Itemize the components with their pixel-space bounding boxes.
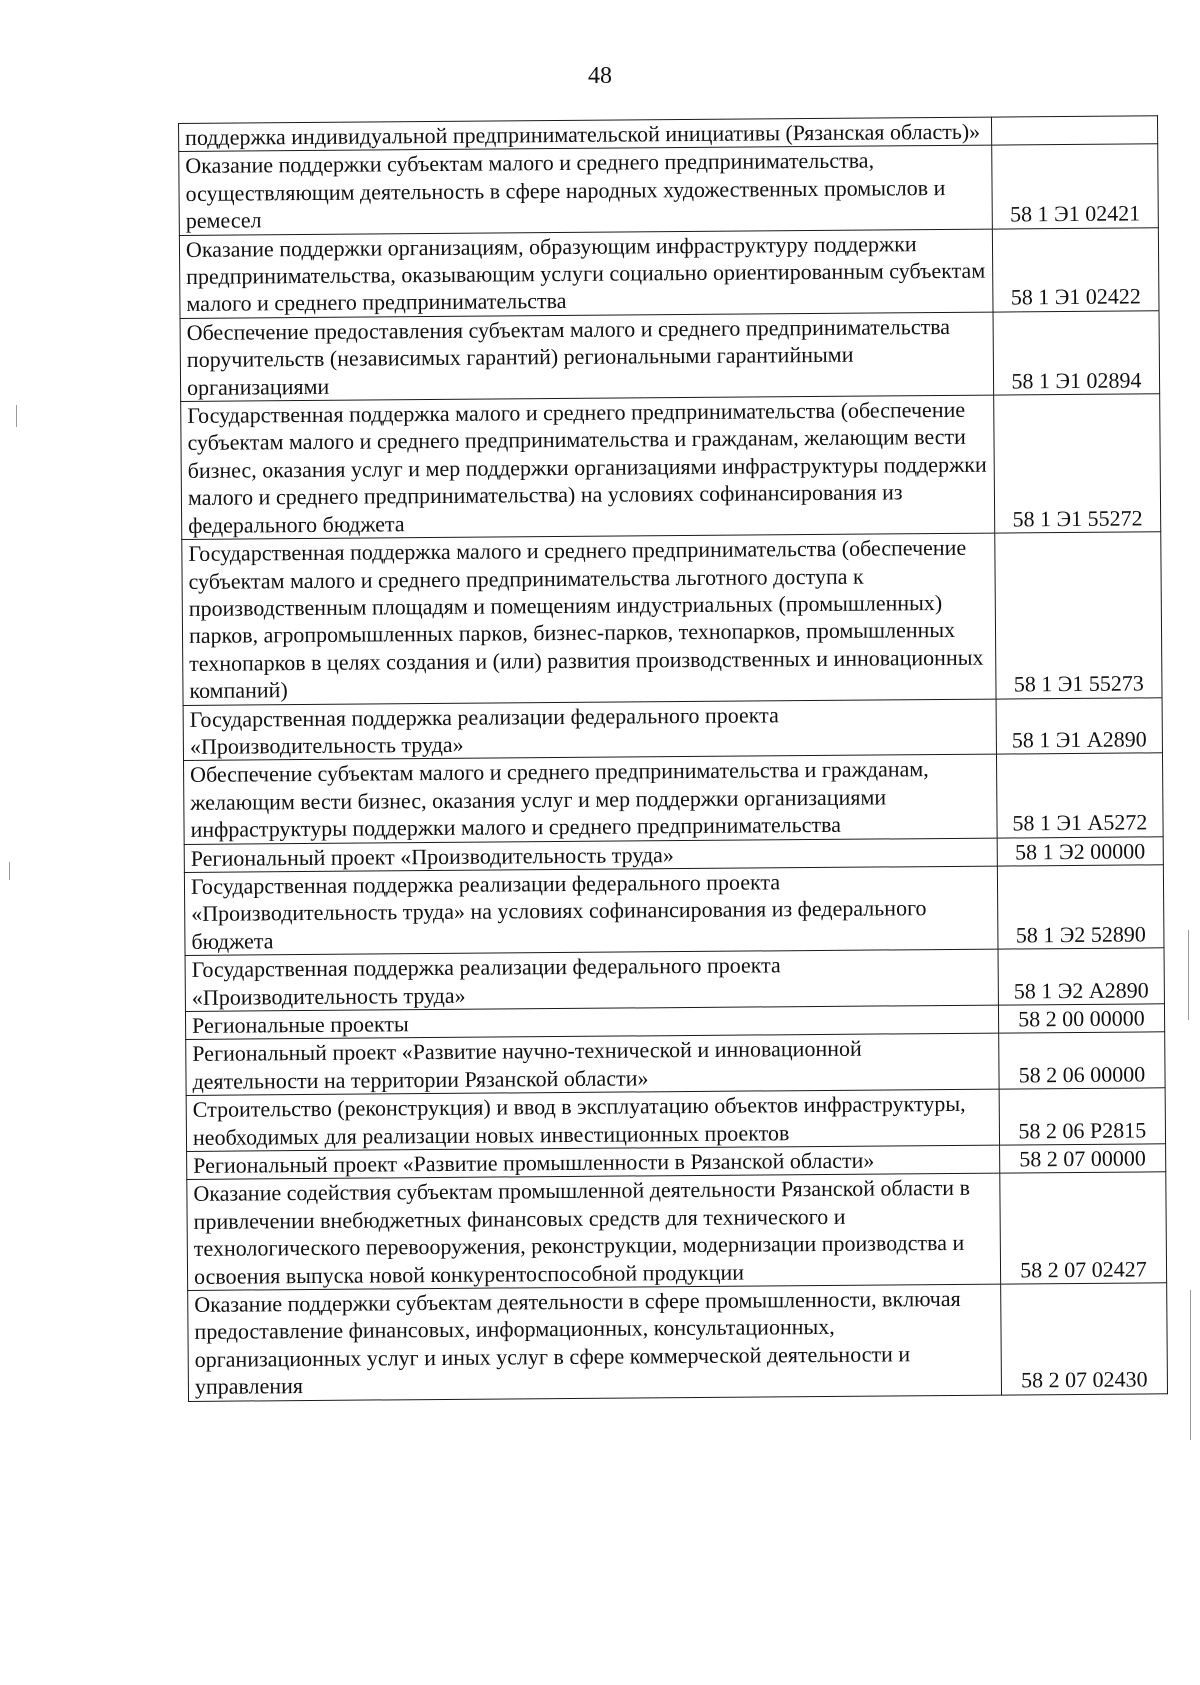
row-description: Обеспечение предоставления субъектам малого и среднего предпринимательства поручительств (независимых гарантий) региональными гарантийными организациями xyxy=(180,312,993,402)
table-row xyxy=(183,697,1162,760)
row-code: 58 1 Э1 55272 xyxy=(993,394,1160,533)
row-code: 58 1 Э1 02894 xyxy=(993,311,1160,396)
row-code: 58 1 Э1 55273 xyxy=(995,532,1162,699)
table-row xyxy=(182,532,1162,705)
table-row xyxy=(184,865,1164,956)
row-description: Государственная поддержка малого и среднего предпринимательства (обеспечение субъектам малого и среднего предпринимательства льготного доступа к производственным площадям и помещениям индустриальных (промышленных) парков, агропромышленных парков, бизнес-парков, технопарков, промышленных технопарков в целях создания и (или) развития производственных и инновационных компаний) xyxy=(182,533,996,705)
row-description: Обеспечение субъектам малого и среднего предпринимательства и гражданам, желающим вести бизнес, оказания услуг и мер поддержки организациями инфраструктуры поддержки малого и среднего предпринимательства xyxy=(184,754,997,844)
table-row xyxy=(180,311,1160,402)
table-row xyxy=(181,394,1161,540)
row-description: Оказание поддержки субъектам деятельности в сфере промышленности, включая предоставление финансовых, информационных, консультационных, организационных услуг и иных услуг в сфере коммерческой деятельности и управления xyxy=(188,1284,1002,1401)
row-code: 58 2 00 00000 xyxy=(998,1004,1164,1034)
table-row xyxy=(187,1172,1167,1290)
row-code: 58 1 Э2 А2890 xyxy=(998,948,1165,1005)
row-code: 58 2 07 02427 xyxy=(1000,1172,1167,1284)
row-description: Государственная поддержка реализации федерального проекта «Производительность труда» на условиях софинансирования из федерального бюджета xyxy=(184,866,997,956)
row-code: 58 2 07 00000 xyxy=(999,1144,1165,1174)
row-code: 58 1 Э1 А2890 xyxy=(996,697,1163,754)
row-code: 58 1 Э2 52890 xyxy=(997,865,1164,950)
scan-margin-mark-left-lower xyxy=(9,862,10,880)
row-code xyxy=(991,116,1157,146)
row-description: Государственная поддержка реализации федерального проекта «Производительность труда» xyxy=(185,949,998,1011)
row-description: поддержка индивидуальной предпринимательской инициативы (Рязанская область)» xyxy=(179,117,992,152)
row-description: Региональный проект «Производительность труда» xyxy=(184,838,997,873)
table-row xyxy=(186,1032,1165,1095)
budget-classification-table xyxy=(178,115,1168,1401)
row-description: Строительство (реконструкция) и ввод в эксплуатацию объектов инфраструктуры, необходимых для реализации новых инвестиционных проектов xyxy=(186,1089,999,1151)
row-description: Оказание поддержки субъектам малого и среднего предпринимательства, осуществляющим деятельность в сфере народных художественных промыслов и ремесел xyxy=(179,146,992,236)
row-description: Государственная поддержка реализации федерального проекта «Производительность труда» xyxy=(183,699,996,761)
scan-margin-mark-right-lower xyxy=(1190,1290,1191,1440)
row-code: 58 2 07 02430 xyxy=(1000,1283,1167,1395)
table-row xyxy=(186,1088,1165,1151)
table-body xyxy=(179,116,1168,1401)
row-code: 58 1 Э1 А5272 xyxy=(996,753,1163,838)
row-description: Оказание поддержки организациям, образующим инфраструктуру поддержки предпринимательства, оказывающим услуги социально ориентированным субъектам малого и среднего предпринимательства xyxy=(179,229,992,319)
table-row xyxy=(179,227,1159,318)
row-code: 58 1 Э1 02422 xyxy=(992,227,1159,312)
row-code: 58 2 06 00000 xyxy=(998,1032,1165,1089)
row-description: Региональные проекты xyxy=(185,1005,998,1040)
row-code: 58 1 Э1 02421 xyxy=(991,144,1158,229)
row-code: 58 1 Э2 00000 xyxy=(997,836,1163,866)
page-number: 48 xyxy=(588,63,612,89)
table-row xyxy=(184,753,1164,844)
row-description: Региональный проект «Развитие научно-технической и инновационной деятельности на территории Рязанской области» xyxy=(186,1033,999,1095)
scan-margin-mark-right xyxy=(1188,930,1189,1020)
table-row xyxy=(188,1283,1168,1401)
row-description: Государственная поддержка малого и среднего предпринимательства (обеспечение субъектам малого и среднего предпринимательства и гражданам, желающим вести бизнес, оказания услуг и мер поддержки организациями инфраструктуры поддержки малого и среднего предпринимательства) на условиях софинансирования из федерального бюджета xyxy=(181,395,995,539)
scan-margin-mark-left xyxy=(16,405,17,427)
row-description: Оказание содействия субъектам промышленной деятельности Рязанской области в привлечении внебюджетных финансовых средств для технического и технологического перевооружения, реконструкции, модернизации производства и освоения выпуска новой конкурентоспособной продукции xyxy=(187,1174,1001,1291)
table-row xyxy=(185,948,1164,1011)
table-row xyxy=(179,144,1159,235)
row-code: 58 2 06 Р2815 xyxy=(999,1088,1166,1145)
row-description: Региональный проект «Развитие промышленности в Рязанской области» xyxy=(187,1145,1000,1180)
